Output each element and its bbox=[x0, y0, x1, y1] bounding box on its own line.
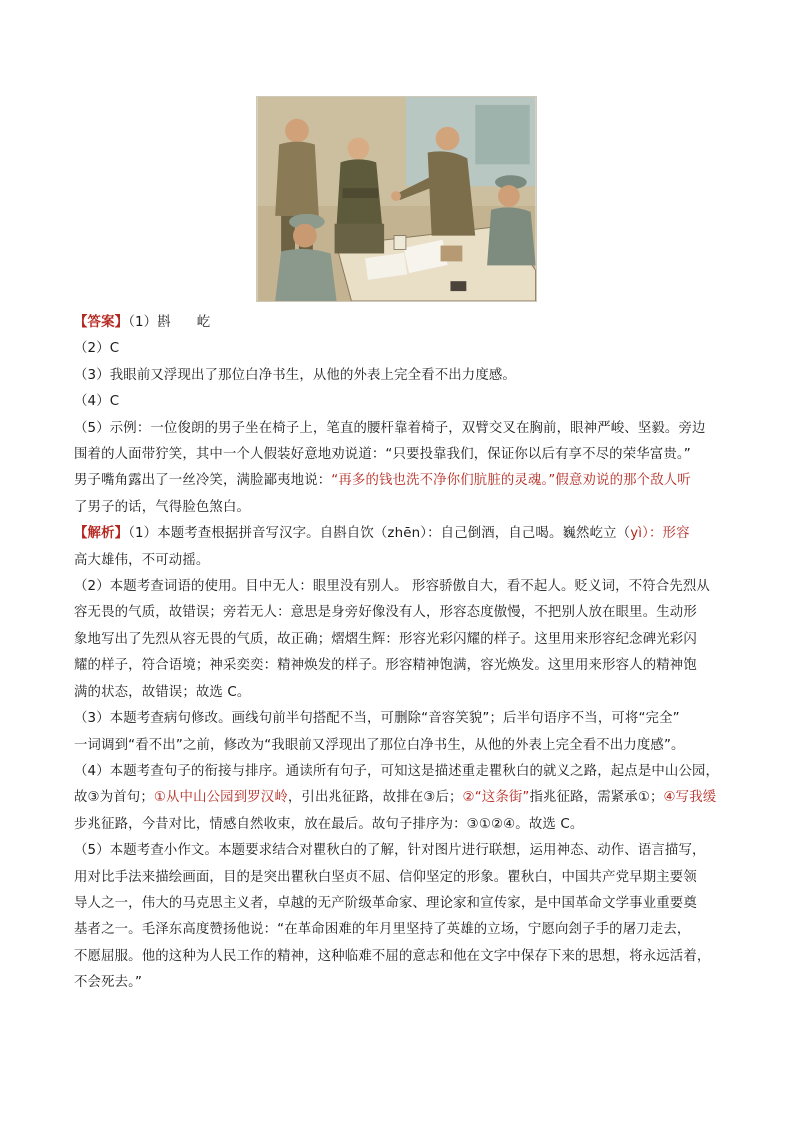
analysis-11d: ②“这条街” bbox=[462, 790, 530, 806]
answer-tag: 【答案】 bbox=[74, 315, 129, 330]
analysis-line-15: 导人之一，伟大的马克思主义者，卓越的无产阶级革命家、理论家和宣传家，是中国革命文学事业重要奠 bbox=[74, 895, 697, 911]
analysis-line-16: 基者之一。毛泽东高度赞扬他说：“在革命困难的年月里坚持了英雄的立场，宁愿向刽子手的屠刀走去， bbox=[74, 922, 691, 938]
analysis-line-14: 用对比手法来描绘画面，目的是突出瞿秋白坚贞不屈、信仰坚定的形象。瞿秋白，中国共产党早期主要领 bbox=[74, 869, 697, 885]
analysis-line-10: （4）本题考查句子的衔接与排序。通读所有句子，可知这是描述重走瞿秋白的就义之路，起点是中山公园， bbox=[74, 763, 720, 779]
analysis-line-18: 不会死去。” bbox=[74, 975, 143, 991]
analysis-line-5: 象地写出了先烈从容无畏的气质，故正确；熠熠生辉：形容光彩闪耀的样子。这里用来形容纪念碑光彩闪 bbox=[74, 631, 697, 647]
analysis-tag: 【解析】 bbox=[74, 526, 129, 542]
answer-line-4: （4）C bbox=[74, 394, 120, 410]
analysis-line-4: 容无畏的气质，故错误；旁若无人：意思是身旁好像没有人，形容态度傲慢，不把别人放在眼里。生动形 bbox=[74, 605, 697, 621]
analysis-line-11 bbox=[74, 785, 730, 811]
answer-line-1 bbox=[74, 310, 730, 336]
illustration-icon bbox=[257, 97, 536, 301]
answer-line-8: 了男子的话，气得脸色煞白。 bbox=[74, 499, 251, 515]
analysis-1a: （1）本题考查根据拼音写汉字。自斟自饮（zhēn）：自己倒酒，自己喝。巍然屹立（ bbox=[128, 526, 631, 542]
analysis-line-2: 高大雄伟，不可动摇。 bbox=[74, 552, 210, 568]
answer-1-word1: 斟 bbox=[157, 315, 171, 330]
answer-1-word2: 屹 bbox=[196, 315, 211, 330]
analysis-line-3: （2）本题考查词语的使用。目中无人：眼里没有别人。 形容骄傲自大，看不起人。贬义词，不符合先烈从 bbox=[74, 579, 710, 595]
answer-line-2: （2）C bbox=[74, 341, 120, 357]
illustration-picture bbox=[256, 96, 537, 302]
answer-7b: “再多的钱也洗不净你们肮脏的灵魂。”假意劝说的那个敌人听 bbox=[331, 473, 691, 489]
answer-line-7 bbox=[74, 468, 730, 494]
analysis-line-1 bbox=[74, 521, 730, 547]
answer-analysis-section bbox=[74, 310, 730, 997]
answer-line-6: 围着的人面带狞笑，其中一个人假装好意地劝说道：“只要投靠我们，保证你以后有享不尽的荣华富贵。” bbox=[74, 447, 691, 463]
analysis-line-17: 不愿屈服。他的这种为人民工作的精神，这种临难不屈的意志和他在文字中保存下来的思想，将永远活着， bbox=[74, 948, 711, 964]
analysis-11f: ④写我缓 bbox=[663, 790, 717, 806]
analysis-line-9: 一词调到“看不出”之前，修改为“我眼前又浮现出了那位白净书生，从他的外表上完全看不出力度感”。 bbox=[74, 737, 685, 753]
analysis-11c: ，引出兆征路，故排在③后； bbox=[287, 790, 463, 806]
analysis-11b: ①从中山公园到罗汉岭 bbox=[153, 790, 288, 806]
analysis-line-6: 耀的样子，符合语境；神采奕奕：精神焕发的样子。形容精神饱满，容光焕发。这里用来形容人的精神饱 bbox=[74, 658, 697, 674]
analysis-11a: 故③为首句； bbox=[74, 790, 154, 806]
answer-line-5: （5）示例：一位俊朗的男子坐在椅子上，笔直的腰杆靠着椅子，双臂交叉在胸前，眼神严峻、坚毅。旁边 bbox=[74, 420, 706, 436]
analysis-11e: 指兆征路，需紧承①； bbox=[529, 790, 664, 806]
analysis-line-12: 步兆征路，今昔对比，情感自然收束，放在最后。故句子排序为：③①②④。故选 C。 bbox=[74, 816, 584, 832]
analysis-line-8: （3）本题考查病句修改。画线句前半句搭配不当，可删除“音容笑貌”；后半句语序不当，可将“完全” bbox=[74, 711, 680, 727]
answer-line-3: （3）我眼前又浮现出了那位白净书生，从他的外表上完全看不出力度感。 bbox=[74, 367, 516, 383]
analysis-1b: yì）：形容 bbox=[630, 526, 690, 542]
answer-7a: 男子嘴角露出了一丝冷笑，满脸鄙夷地说： bbox=[74, 473, 332, 489]
analysis-line-7: 满的状态，故错误；故选 C。 bbox=[74, 684, 251, 700]
answer-1-prefix: （1） bbox=[128, 315, 158, 330]
analysis-line-13: （5）本题考查小作文。本题要求结合对瞿秋白的了解，针对图片进行联想，运用神态、动作、语言描写， bbox=[74, 843, 706, 859]
